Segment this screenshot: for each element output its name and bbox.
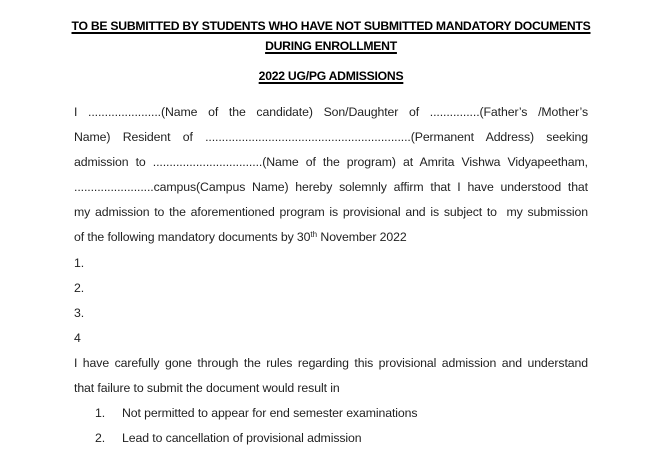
consequence-item-2 (74, 426, 588, 451)
document-slot-3: 3. (74, 305, 85, 320)
rules-line-2: that failure to submit the document would result in (74, 381, 340, 396)
consequence-2-number: 2. (95, 431, 106, 446)
document-body (74, 100, 588, 451)
consequence-2-text: Lead to cancellation of provisional admission (122, 431, 362, 446)
declaration-line-1: I ......................(Name of the candidate) Son/Daughter of ...............(Father’s /Mother’s (74, 105, 588, 119)
declaration-line-2: Name) Resident of ..............................................................(Permanent Address) seeking (74, 130, 588, 145)
declaration-line-4: ........................campus(Campus Name) hereby solemnly affirm that I have understood that (74, 180, 588, 195)
title-line-1 (71, 16, 591, 36)
title-line-2-text: DURING ENROLLMENT (265, 39, 397, 53)
consequence-1-text: Not permitted to appear for end semester examinations (122, 406, 418, 421)
declaration-line-5: my admission to the aforementioned program is provisional and is subject to my submission (74, 205, 588, 220)
subtitle (74, 66, 588, 86)
rules-line-1: I have carefully gone through the rules regarding this provisional admission and understand (74, 355, 588, 370)
consequence-1-number: 1. (95, 406, 106, 421)
document-slot-2: 2. (74, 280, 85, 295)
declaration-line-3: admission to .................................(Name of the program) at Amrita Vishwa Vidyapeetham, (74, 155, 588, 170)
title-line-1-text: TO BE SUBMITTED BY STUDENTS WHO HAVE NOT SUBMITTED MANDATORY DOCUMENTS (71, 19, 591, 33)
deadline-date: November 2022 (317, 230, 407, 245)
title-line-2 (74, 36, 588, 56)
deadline-text: of the following mandatory documents by 30 (74, 230, 311, 245)
subtitle-text: 2022 UG/PG ADMISSIONS (258, 69, 404, 83)
document-slot-1: 1. (74, 255, 85, 270)
ordinal-superscript: th (310, 229, 318, 239)
consequence-item-1 (74, 401, 588, 426)
declaration-line-6 (74, 225, 588, 250)
document-slot-4: 4 (74, 330, 81, 345)
